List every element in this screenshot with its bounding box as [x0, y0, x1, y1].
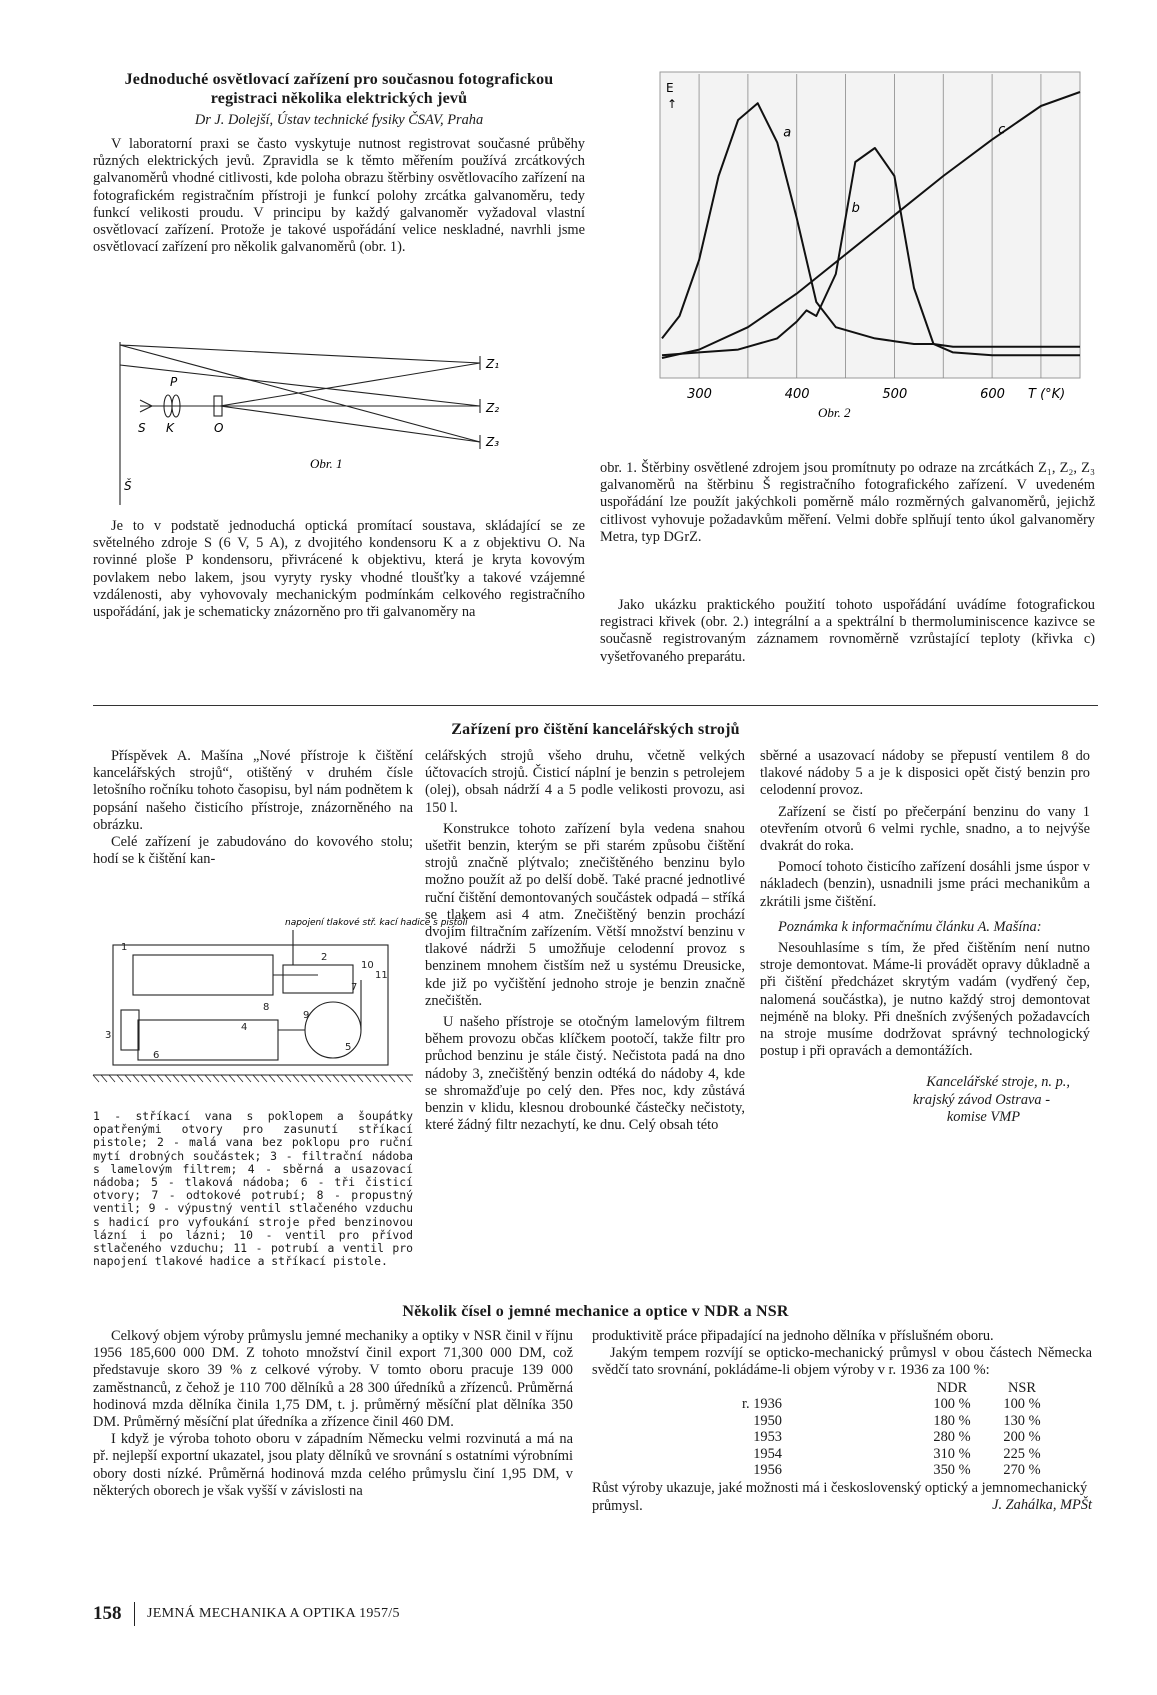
fig2-curve-label-a: a [783, 125, 792, 141]
fig1-label-k: K [166, 421, 174, 435]
ground-hatch [229, 1075, 235, 1082]
article2-signature-3: komise VMP [946, 1108, 1020, 1125]
table-cell-year: 1953 [753, 1429, 782, 1446]
svg-text:11: 11 [375, 970, 388, 981]
ground-hatch [237, 1075, 243, 1082]
ground-hatch [125, 1075, 131, 1082]
ground-hatch [93, 1075, 99, 1082]
ground-hatch [373, 1075, 379, 1082]
table-cell-year: 1950 [753, 1412, 782, 1429]
ground-hatch [101, 1075, 107, 1082]
ground-hatch [157, 1075, 163, 1082]
footer-divider [134, 1602, 136, 1626]
ground-hatch [109, 1075, 115, 1082]
cleaning-device-callout: napojení tlakové stř. kací hadice s pistolí [285, 918, 468, 928]
fig2-x-tick-label: 500 [882, 387, 908, 402]
table-row [632, 1429, 1052, 1446]
ground-hatch [165, 1075, 171, 1082]
fig1-label-z1: Z₁ [486, 357, 500, 371]
ground-hatch [285, 1075, 291, 1082]
article3-column-1 [93, 1328, 573, 1500]
cleaning-device-caption: 1 - stříkací vana s poklopem a šoupátky opatřenými otvory pro zasunutí stříkací pistole; 2 - malá vana bez poklopu pro ruční mytí drobných součástek; 3 - filtrační nádoba s lamelovým filtrem; 4 - sběrná a usazovací nádoba; 5 - tlaková nádoba; 6 - tři čisticí otvory; 7 - odtokové potrubí; 8 - propustný ventil; 9 - výpustný ventil stlačeného vzduchu s hadicí pro vyfoukání stroje před benzinovou lázní i po lázni; 10 - ventil pro přívod stlačeného vzduchu; 11 - potrubí a ventil pro napojení tlakové hadice a stříkací pistole. [93, 1109, 413, 1269]
table-cell-nsr: 225 % [1003, 1445, 1041, 1462]
ground-hatch [333, 1075, 339, 1082]
table-row [632, 1446, 1052, 1463]
ground-hatch [133, 1075, 139, 1082]
article2-c1-paragraph-1: Příspěvek A. Mašína „Nové přístroje k čištění kancelářských strojů“, otištěný v druhém čísle letošního ročníku tohoto časopisu, byl nám podnětem k popsání našeho čisticího přístroje, znázorněného na obrázku. [93, 748, 413, 833]
svg-text:4: 4 [241, 1022, 248, 1033]
svg-text:10: 10 [361, 960, 374, 971]
ground-hatch [189, 1075, 195, 1082]
article2-c2-paragraph-1: celářských strojů všeho druhu, včetně velkých účtovacích strojů. Čisticí náplní je benzin s petrolejem (olej), obsah nádrží 4 a 5 podle velikosti provozu, asi 150 l. [425, 748, 745, 816]
journal-name: JEMNÁ MECHANIKA A OPTIKA 1957/5 [147, 1606, 400, 1621]
table-row [632, 1413, 1052, 1430]
table-header-ndr: NDR [936, 1379, 968, 1396]
article2-column-1 [93, 748, 413, 868]
ground-hatch [173, 1075, 179, 1082]
table-cell-nsr: 130 % [1003, 1412, 1041, 1429]
ground-hatch [117, 1075, 123, 1082]
fig1-label-o: O [214, 421, 224, 435]
ground-hatch [277, 1075, 283, 1082]
article2-c2-paragraph-3: U našeho přístroje se otočným lamelovým filtrem během provozu občas klíčkem pootočí, takže filtr pro průchod benzinu je stále čistý. Nečistota padá na dno nádoby 3, znečištěný benzin odtéká do nádoby 4, kde se shromažďuje po celý den. Přes noc, kdy zůstává benzin v klidu, klesnou drobounké částečky nečistoty, které žádný filtr nezachytí, ke dnu. Celý obsah této [425, 1014, 745, 1134]
ground-hatch [245, 1075, 251, 1082]
figure-1-optical-schematic [110, 340, 560, 510]
ground-hatch [213, 1075, 219, 1082]
table-cell-nsr: 200 % [1003, 1429, 1041, 1446]
svg-text:1: 1 [121, 942, 128, 953]
article3-paragraph-3: produktivitě práce připadající na jednoho dělníka v příslušném oboru. [592, 1328, 994, 1344]
table-cell-ndr: 280 % [933, 1429, 971, 1446]
table-cell-ndr: 180 % [933, 1412, 971, 1429]
article3-paragraph-5: Růst výroby ukazuje, jaké možnosti má i československý optický a jemnomechanický průmysl. [592, 1479, 1088, 1514]
ground-hatch [309, 1075, 315, 1082]
page-number: 158 [93, 1603, 122, 1624]
fig2-y-arrow: ↑ [667, 97, 678, 111]
article2-c3-paragraph-3: Pomocí tohoto čisticího zařízení dosáhli jsme úspor v nákladech (benzin), usnadnili jsme práci mechanikům a zkrátili jsme čištění. [760, 859, 1090, 910]
table-cell-year: r. 1936 [742, 1396, 782, 1413]
page-footer [93, 1602, 400, 1626]
section-divider-1 [93, 705, 1098, 706]
ground-hatch [357, 1075, 363, 1082]
article1-paragraph-4: Jako ukázku praktického použití tohoto uspořádání uvádíme fotografickou registraci křivek (obr. 2.) integrální a a spektrální b thermoluminiscence kazivce se současně registrovaným záznamem rovnoměrně vzrůstající teploty (křivka c) vyšetřovaného preparátu. [600, 597, 1095, 665]
article3-paragraph-1: Celkový objem výroby průmyslu jemné mechaniky a optiky v NSR činil v říjnu 1956 185,600 000 DM. Z tohoto množství činil export 71,300 000 DM, což představuje skoro 39 % z celkové výroby. V tomto oboru pracuje 139 000 zaměstnanců, z čehož je 110 700 dělníků a 28 300 úředníků a zřízenců. Průměrná hodinová mzda dělníka činila 1,75 DM, t. j. průměrný měsíční plat dělníka 350 DM. Průměrný měsíční plat úředníka a zřízence činil 460 DM. [93, 1328, 573, 1431]
fig1-label-z2: Z₂ [486, 401, 500, 415]
article1-byline: Dr J. Dolejší, Ústav technické fysiky ČSAV, Praha [194, 112, 484, 128]
svg-text:9: 9 [303, 1010, 310, 1021]
ground-hatch [301, 1075, 307, 1082]
ground-hatch [181, 1075, 187, 1082]
table-cell-nsr: 270 % [1003, 1462, 1041, 1479]
table-cell-nsr: 100 % [1003, 1396, 1041, 1413]
article3-paragraph-2: I když je výroba tohoto oboru v západním Německu velmi rozvinutá a má na př. nejlepší exportní ukazatel, jsou platy dělníků ve srovnání s ostatními výrobními obory dosti nízké. Průměrná hodinová mzda celého průmyslu činí 1,95 DM, v některých oborech je však vyšší v závislosti na [93, 1431, 573, 1499]
table-cell-ndr: 100 % [933, 1396, 971, 1413]
fig2-x-tick-label: 300 [687, 387, 712, 402]
ground-hatch [381, 1075, 387, 1082]
table-row [632, 1462, 1052, 1479]
article2-column-2 [425, 748, 745, 1134]
ground-hatch [197, 1075, 203, 1082]
figure-cleaning-device [93, 910, 468, 1095]
ground-hatch [149, 1075, 155, 1082]
article3-title: Několik čísel o jemné mechanice a optice v NDR a NSR [402, 1303, 789, 1320]
svg-text:6: 6 [153, 1050, 160, 1061]
article2-c1-paragraph-2: Celé zařízení je zabudováno do kovového stolu; hodí se k čištění kan- [93, 834, 413, 868]
ground-hatch [221, 1075, 227, 1082]
svg-text:5: 5 [345, 1042, 352, 1053]
ground-hatch [397, 1075, 403, 1082]
ground-hatch [205, 1075, 211, 1082]
ground-hatch [141, 1075, 147, 1082]
fig1-label-sh: Š [124, 479, 132, 493]
fig1-label-z3: Z₃ [486, 435, 500, 449]
table-cell-ndr: 310 % [933, 1445, 971, 1462]
svg-text:2: 2 [321, 952, 328, 963]
fig2-y-label: E [666, 81, 674, 95]
article2-column-3 [760, 748, 1090, 1126]
fig2-caption: Obr. 2 [818, 405, 851, 420]
production-table [632, 1380, 1052, 1479]
fig2-x-tick-label: 400 [784, 387, 810, 402]
ground-hatch [325, 1075, 331, 1082]
table-cell-year: 1954 [753, 1445, 782, 1462]
table-cell-year: 1956 [753, 1462, 782, 1479]
article2-c3-paragraph-1: sběrné a usazovací nádoby se přepustí ventilem 8 do tlakové nádoby 5 a je k disposici opět čistý benzin pro celodenní provoz. [760, 748, 1090, 799]
table-row [632, 1396, 1052, 1413]
ground-hatch [341, 1075, 347, 1082]
article2-c3-paragraph-2: Zařízení se čistí po přečerpání benzinu do vany 1 otevřením otvorů 6 velmi rychle, snadno, a to nejvýše dvakrát do roka. [760, 803, 1090, 855]
table-header-nsr: NSR [1008, 1379, 1036, 1396]
table-header-row [632, 1380, 1052, 1397]
article1-paragraph-3: obr. 1. Štěrbiny osvětlené zdrojem jsou promítnuty po odraze na zrcátkách Z₁, Z₂, Z₃ galvanoměrů na štěrbinu Š registračního fotografického zařízení. V uvedeném uspořádání lze použít jakýchkoli poměrně málo rozměrných galvanoměrů, jejichž citlivost vyhovuje požadavkům měření. Velmi dobře splňují tento úkol galvanoměry Metra, typ DGrZ. [600, 460, 1095, 545]
fig1-label-s: S [138, 421, 146, 435]
fig2-x-tick-label: 600 [980, 387, 1005, 402]
fig1-label-p: P [170, 375, 178, 389]
article1-paragraph-1: V laboratorní praxi se často vyskytuje nutnost registrovat současné průběhy různých elektrických jevů. Zpravidla se k těmto měřením používá zrcátkových galvanoměrů vhodné citlivosti, kde poloha obrazu štěrbiny osvětlovacího zařízení na fotografickém registračním přístroji je funkcí polohy zrcátka galvanoměru, tedy funkcí velikosti proudu. V principu by každý galvanoměr vyžadoval vlastní osvětlovací zařízení. Protože je takové uspořádání velice neskladné, navrhli jsme osvětlovací zařízení pro několik galvanoměrů (obr. 1). [93, 136, 585, 256]
ground-hatch [261, 1075, 267, 1082]
figure-2-chart [640, 72, 1100, 422]
ground-hatch [405, 1075, 411, 1082]
ground-hatch [389, 1075, 395, 1082]
article2-c3-paragraph-4: Nesouhlasíme s tím, že před čištěním není nutno stroje demontovat. Máme-li provádět opravy důkladně a při čištění předcházet skrytým vadám (vydřený čep, nalomená součástka), je nutno každý stroj demontovat nejméně na bloky. Při dnešních zvýšených požadavcích na stroje musíme dodržovat správný technologický postup i při opravách a demontážích. [760, 940, 1090, 1060]
fig2-curve-label-b: b [851, 201, 860, 216]
ground-hatch [317, 1075, 323, 1082]
table-cell-ndr: 350 % [933, 1462, 971, 1479]
fig2-x-label: T (°K) [1028, 387, 1066, 402]
article1-paragraph-2: Je to v podstatě jednoduchá optická promítací soustava, skládající se ze světelného zdroje S (6 V, 5 A), z dvojitého kondensoru K a z objektivu O. Na rovinné ploše P kondensoru, přivrácené k objektivu, která je kryta kovovým povlakem nebo lakem, jsou vyryty rysky vhodné tloušťky a takové vzájemné vzdálenosti, aby vyhovovaly mechanickým podmínkám celkového registračního uspořádání, jak je schematicky znázorněno pro tři galvanoměry na [93, 518, 585, 621]
ground-hatch [349, 1075, 355, 1082]
article2-signature-1: Kancelářské stroje, n. p., [926, 1074, 1070, 1091]
svg-text:3: 3 [105, 1030, 112, 1041]
article3-paragraph-4: Jakým tempem rozvíjí se opticko-mechanický průmysl v obou částech Německa svědčí tato srovnání, pokládáme-li objem výroby v r. 1936 za 100 %: [592, 1345, 1092, 1379]
ground-hatch [253, 1075, 259, 1082]
ground-hatch [365, 1075, 371, 1082]
article2-c2-paragraph-2: Konstrukce tohoto zařízení byla vedena snahou ušetřit benzin, kterým se při starém způsobu čištění strojů značně plýtvalo; znečištěného benzinu bylo možno použít až po delší době. Také pracné jednotlivé ruční čištění demontovaných součástek odpadá – stříká se tlakem asi 4 atm. Znečištěný benzin prochází dvojím filtračním zařízením. Větší množství benzinu v tlakové nádrži 5 umožňuje celodenní provoz s benzinem mnohem čistším než u systému Dreusicke, kde již po vyčištění jednoho stroje je benzin značně znečištěn. [425, 820, 745, 1009]
article3-signature: J. Zahálka, MPŠt [992, 1496, 1092, 1513]
article2-note-title: Poznámka k informačnímu článku A. Mašína: [778, 918, 1042, 935]
fig2-curve-label-c: c [998, 122, 1006, 138]
svg-text:7: 7 [351, 982, 358, 993]
article3-column-2 [592, 1328, 1092, 1515]
article1-title: Jednoduché osvětlovací zařízení pro současnou fotografickou registraci několika elektrických jevů [124, 71, 554, 107]
ground-hatch [293, 1075, 299, 1082]
ground-hatch [269, 1075, 275, 1082]
article2-signature-2: krajský závod Ostrava - [912, 1091, 1050, 1108]
article2-title: Zařízení pro čištění kancelářských strojů [451, 721, 740, 738]
fig1-caption: Obr. 1 [310, 456, 343, 471]
svg-text:8: 8 [263, 1002, 270, 1013]
